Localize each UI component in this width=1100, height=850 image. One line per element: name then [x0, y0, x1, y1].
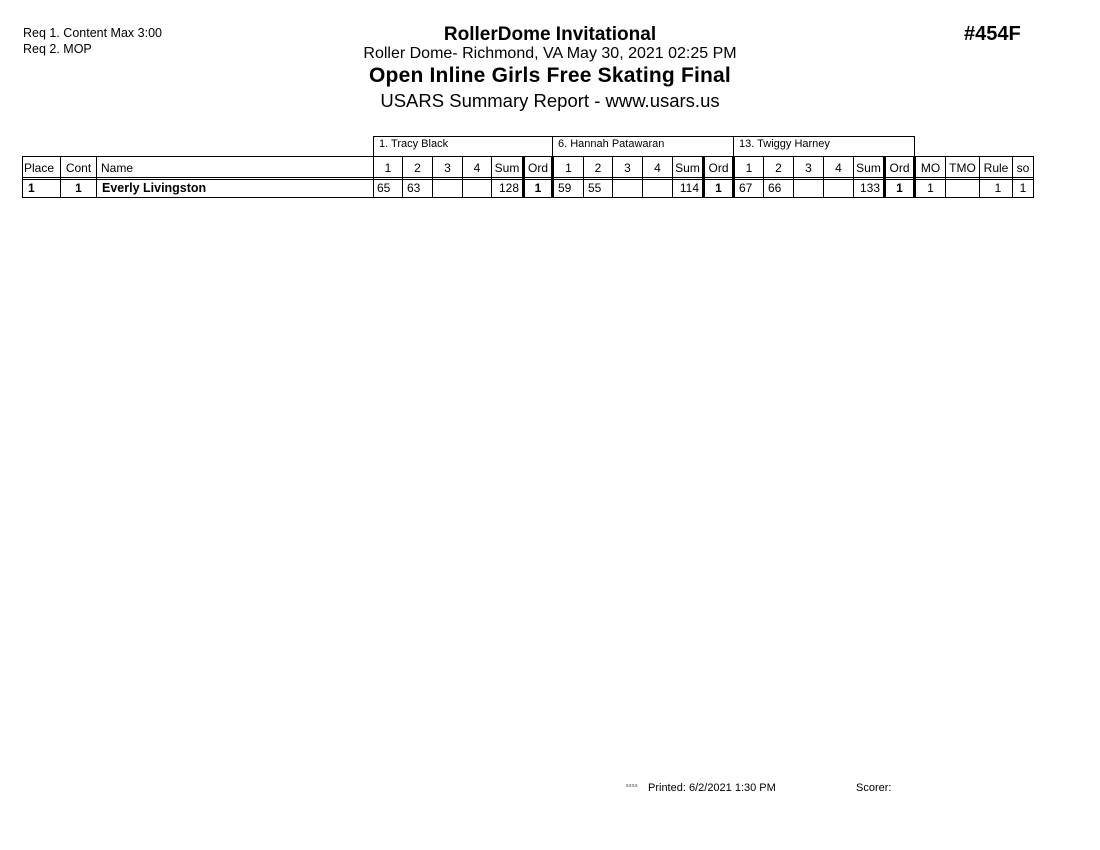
j2-col-4: 4: [654, 161, 661, 175]
so-value: 1: [1019, 181, 1027, 195]
j1-score-2: 63: [407, 181, 421, 195]
judge-2-name: 6. Hannah Patawaran: [558, 138, 665, 150]
j2-col-2: 2: [594, 161, 602, 175]
j2-score-2: 55: [588, 181, 602, 195]
rule-value: 1: [994, 181, 1002, 195]
footer-code: ssss: [626, 783, 638, 789]
j3-score-2: 66: [768, 181, 782, 195]
j3-col-3: 3: [805, 161, 812, 175]
j1-score-1: 65: [377, 181, 391, 195]
j1-col-3: 3: [444, 161, 451, 175]
j3-col-ord: Ord: [889, 161, 910, 175]
place-value: 1: [28, 181, 35, 195]
j1-col-sum: Sum: [494, 161, 520, 175]
competition-title: RollerDome Invitational: [443, 24, 657, 45]
j1-col-2: 2: [414, 161, 421, 175]
j1-col-1: 1: [384, 161, 392, 175]
j2-score-1: 59: [558, 181, 572, 195]
j3-col-4: 4: [835, 161, 842, 175]
printed-timestamp: Printed: 6/2/2021 1:30 PM: [648, 782, 776, 794]
judge-1-name: 1. Tracy Black: [379, 138, 449, 150]
j1-ord: 1: [534, 181, 542, 195]
j3-col-1: 1: [745, 161, 753, 175]
j2-col-sum: Sum: [675, 161, 700, 175]
col-place: Place: [24, 161, 55, 175]
requirement-1: Req 1. Content Max 3:00: [23, 26, 162, 40]
judge-3-name: 13. Twiggy Harney: [739, 138, 830, 150]
event-number: #454F: [964, 23, 1021, 45]
col-name: Name: [101, 161, 134, 175]
col-rule: Rule: [983, 161, 1009, 175]
j3-sum: 133: [859, 181, 880, 195]
j3-col-sum: Sum: [856, 161, 881, 175]
col-tmo: TMO: [949, 161, 976, 175]
j2-sum: 114: [679, 181, 699, 195]
skater-name: Everly Livingston: [102, 181, 207, 195]
event-title: Open Inline Girls Free Skating Final: [369, 64, 731, 87]
j2-ord: 1: [715, 181, 722, 195]
j2-col-1: 1: [565, 161, 572, 175]
j3-score-1: 67: [739, 181, 753, 195]
mo-value: 1: [927, 181, 934, 195]
j3-ord: 1: [896, 181, 903, 195]
j1-sum: 128: [498, 181, 519, 195]
j1-col-4: 4: [473, 161, 481, 175]
j2-col-ord: Ord: [708, 161, 729, 175]
report-title: USARS Summary Report - www.usars.us: [380, 90, 720, 111]
col-so: so: [1016, 161, 1030, 175]
col-mo: MO: [920, 161, 941, 175]
j2-col-3: 3: [624, 161, 631, 175]
venue-date: Roller Dome- Richmond, VA May 30, 2021 02:25 PM: [363, 45, 737, 62]
requirement-2: Req 2. MOP: [23, 42, 92, 56]
j3-col-2: 2: [775, 161, 782, 175]
j1-col-ord: Ord: [527, 161, 548, 175]
scorer-label: Scorer:: [856, 782, 892, 794]
col-cont: Cont: [65, 161, 92, 175]
cont-value: 1: [75, 181, 82, 195]
